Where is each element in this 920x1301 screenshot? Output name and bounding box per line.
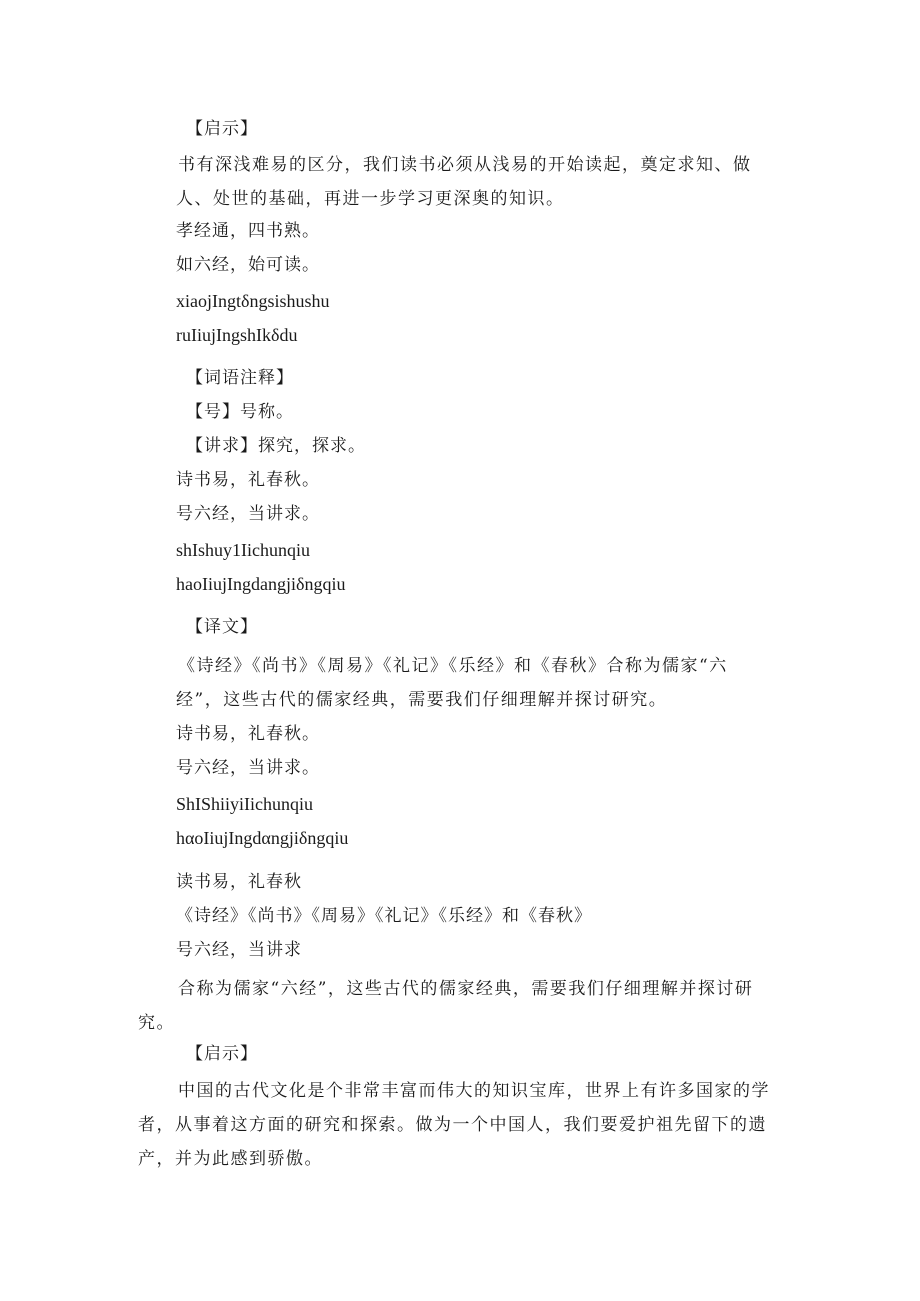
pinyin-line: hαoIiujIngdαngjiδngqiu bbox=[176, 828, 349, 848]
paragraph-yiwen: 《诗经》《尚书》《周易》《礼记》《乐经》和《春秋》合称为儒家“六经”，这些古代的儒家经典，需要我们仔细理解并探讨研究。 bbox=[176, 656, 728, 710]
verse-line: 诗书易，礼春秋。 bbox=[176, 470, 320, 490]
paragraph-translation-2: 合称为儒家“六经”，这些古代的儒家经典，需要我们仔细理解并探讨研究。 bbox=[138, 979, 754, 1033]
verse-line: 读书易，礼春秋 bbox=[176, 872, 302, 892]
pinyin-line: ruIiujIngshIkδdu bbox=[176, 325, 298, 345]
pinyin-line: xiaojIngtδngsishushu bbox=[176, 291, 330, 311]
paragraph-qishi-2: 中国的古代文化是个非常丰富而伟大的知识宝库，世界上有许多国家的学者，从事着这方面的研究和探索。做为一个中国人，我们要爱护祖先留下的遗产，并为此感到骄傲。 bbox=[138, 1081, 770, 1169]
verse-line: 号六经，当讲求。 bbox=[176, 758, 320, 778]
heading-qishi-1: 【启示】 bbox=[186, 119, 258, 139]
verse-line: 号六经，当讲求 bbox=[176, 940, 302, 960]
pinyin-line: shIshuy1Iichunqiu bbox=[176, 540, 310, 560]
heading-yiwen: 【译文】 bbox=[186, 617, 258, 637]
verse-line: 如六经，始可读。 bbox=[176, 255, 320, 275]
annotation-item: 【号】号称。 bbox=[186, 402, 294, 422]
paragraph-qishi-1: 书有深浅难易的区分，我们读书必须从浅易的开始读起，奠定求知、做人、处世的基础，再进一步学习更深奥的知识。 bbox=[176, 155, 752, 209]
heading-qishi-2: 【启示】 bbox=[186, 1044, 258, 1064]
pinyin-line: haoIiujIngdangjiδngqiu bbox=[176, 574, 346, 594]
verse-line: 诗书易，礼春秋。 bbox=[176, 724, 320, 744]
pinyin-line: ShIShiiyiIichunqiu bbox=[176, 794, 314, 814]
verse-line: 号六经，当讲求。 bbox=[176, 504, 320, 524]
heading-ciyu-zhushi: 【词语注释】 bbox=[186, 368, 294, 388]
annotation-item: 【讲求】探究，探求。 bbox=[186, 436, 366, 456]
book-titles-line: 《诗经》《尚书》《周易》《礼记》《乐经》和《春秋》 bbox=[176, 906, 592, 926]
verse-line: 孝经通，四书熟。 bbox=[176, 221, 320, 241]
